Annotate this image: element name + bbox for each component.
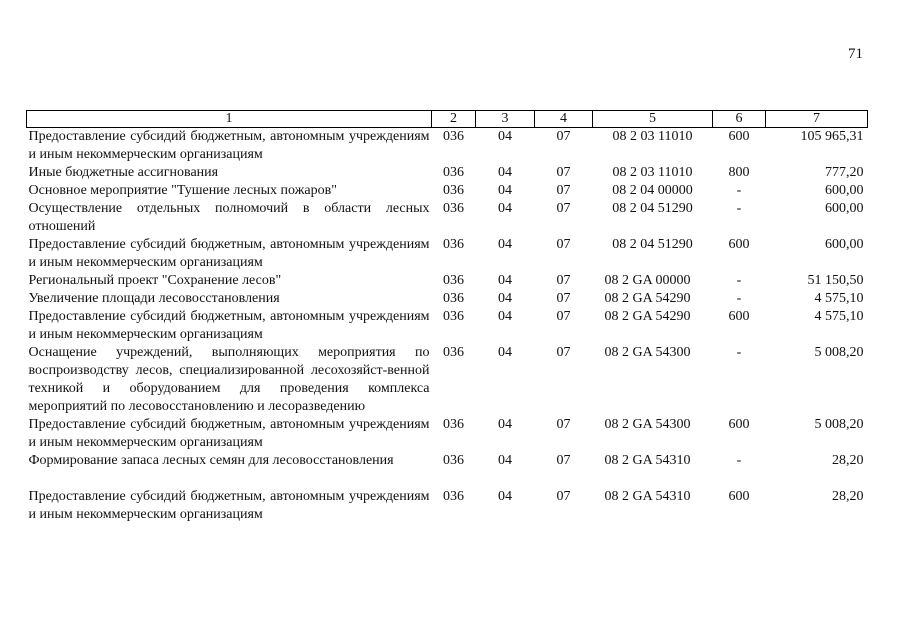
expense-type: -: [736, 183, 742, 198]
row-description: Предоставление субсидий бюджетным, автономным учреждениям и иным некоммерческим организациям: [28, 309, 430, 342]
subsection-code: 07: [556, 237, 571, 252]
section-code: 04: [498, 237, 512, 252]
table-row: [27, 452, 868, 470]
ministry-code: 036: [443, 291, 464, 306]
amount: 600,00: [825, 183, 864, 198]
subsection-code: 07: [556, 201, 571, 216]
subsection-code: 07: [556, 309, 571, 324]
row-description: Предоставление субсидий бюджетным, автономным учреждениям и иным некоммерческим организациям: [28, 129, 430, 162]
row-description: Предоставление субсидий бюджетным, автономным учреждениям и иным некоммерческим организациям: [28, 489, 430, 522]
ministry-code: 036: [443, 273, 464, 288]
col-header-4: 4: [535, 111, 593, 128]
section-code: 04: [498, 165, 512, 180]
subsection-code: 07: [556, 417, 571, 432]
page-number: 71: [848, 46, 863, 62]
amount: 51 150,50: [807, 273, 864, 288]
ministry-code: 036: [443, 183, 464, 198]
section-code: 04: [498, 417, 512, 432]
subsection-code: 07: [556, 291, 571, 306]
col-header-3: 3: [476, 111, 535, 128]
table-row: [27, 344, 868, 416]
target-article: 08 2 GA 54300: [604, 345, 691, 360]
table-row: [27, 416, 868, 452]
table-row: [27, 164, 868, 182]
expense-type: -: [736, 453, 742, 468]
section-code: 04: [498, 201, 512, 216]
table-row: [27, 470, 868, 524]
expense-type: 600: [728, 417, 750, 432]
section-code: 04: [498, 183, 512, 198]
ministry-code: 036: [443, 489, 464, 504]
expense-type: 600: [728, 129, 750, 144]
target-article: 08 2 04 00000: [612, 183, 693, 198]
target-article: 08 2 GA 54310: [604, 489, 691, 504]
amount: 105 965,31: [800, 129, 864, 144]
section-code: 04: [498, 273, 512, 288]
section-code: 04: [498, 309, 512, 324]
table-row: [27, 308, 868, 344]
budget-table: [26, 110, 868, 524]
ministry-code: 036: [443, 417, 464, 432]
row-description: Предоставление субсидий бюджетным, автономным учреждениям и иным некоммерческим организациям: [28, 237, 430, 270]
table-row: [27, 200, 868, 236]
subsection-code: 07: [556, 183, 571, 198]
ministry-code: 036: [443, 345, 464, 360]
expense-type: -: [736, 345, 742, 360]
amount: 4 575,10: [814, 291, 864, 306]
section-code: 04: [498, 453, 512, 468]
target-article: 08 2 GA 54290: [604, 291, 691, 306]
row-description: Увеличение площади лесовосстановления: [28, 291, 280, 306]
subsection-code: 07: [556, 453, 571, 468]
ministry-code: 036: [443, 453, 464, 468]
row-description: Осуществление отдельных полномочий в области лесных отношений: [28, 201, 430, 234]
expense-type: -: [736, 273, 742, 288]
table-row: [27, 272, 868, 290]
header-row: [27, 111, 868, 128]
row-description: Формирование запаса лесных семян для лесовосстановления: [28, 453, 394, 468]
ministry-code: 036: [443, 309, 464, 324]
subsection-code: 07: [556, 273, 571, 288]
amount: 600,00: [825, 201, 864, 216]
subsection-code: 07: [556, 129, 571, 144]
expense-type: 600: [728, 489, 750, 504]
row-description: Основное мероприятие "Тушение лесных пожаров": [28, 183, 337, 198]
target-article: 08 2 GA 54300: [604, 417, 691, 432]
ministry-code: 036: [443, 237, 464, 252]
amount: 777,20: [825, 165, 864, 180]
expense-type: 600: [728, 309, 750, 324]
ministry-code: 036: [443, 129, 464, 144]
table-row: [27, 182, 868, 200]
table-row: [27, 290, 868, 308]
row-description: Оснащение учреждений, выполняющих мероприятия по воспроизводству лесов, специализированной лесохозяйст-венной техникой и оборудованием для проведения комплекса мероприятий по лесовосстановлению и лесоразведению: [28, 345, 430, 414]
table-row: [27, 236, 868, 272]
expense-type: 600: [728, 237, 750, 252]
expense-type: -: [736, 291, 742, 306]
amount: 600,00: [825, 237, 864, 252]
target-article: 08 2 GA 54310: [604, 453, 691, 468]
ministry-code: 036: [443, 201, 464, 216]
row-description: Региональный проект "Сохранение лесов": [28, 273, 282, 288]
amount: 28,20: [832, 453, 864, 468]
section-code: 04: [498, 129, 512, 144]
expense-type: 800: [728, 165, 750, 180]
expense-type: -: [736, 201, 742, 216]
target-article: 08 2 GA 54290: [604, 309, 691, 324]
section-code: 04: [498, 345, 512, 360]
target-article: 08 2 03 11010: [612, 129, 693, 144]
ministry-code: 036: [443, 165, 464, 180]
target-article: 08 2 03 11010: [612, 165, 693, 180]
row-description: Предоставление субсидий бюджетным, автономным учреждениям и иным некоммерческим организациям: [28, 417, 430, 450]
target-article: 08 2 GA 00000: [604, 273, 691, 288]
col-header-2: 2: [432, 111, 476, 128]
amount: 28,20: [832, 489, 864, 504]
amount: 5 008,20: [814, 345, 864, 360]
col-header-5: 5: [593, 111, 713, 128]
amount: 5 008,20: [814, 417, 864, 432]
target-article: 08 2 04 51290: [612, 201, 693, 216]
col-header-6: 6: [713, 111, 766, 128]
amount: 4 575,10: [814, 309, 864, 324]
row-description: Иные бюджетные ассигнования: [28, 165, 219, 180]
subsection-code: 07: [556, 165, 571, 180]
col-header-7: 7: [766, 111, 868, 128]
table-row: [27, 128, 868, 165]
subsection-code: 07: [556, 489, 571, 504]
section-code: 04: [498, 291, 512, 306]
col-header-1: 1: [27, 111, 432, 128]
section-code: 04: [498, 489, 512, 504]
subsection-code: 07: [556, 345, 571, 360]
target-article: 08 2 04 51290: [612, 237, 693, 252]
